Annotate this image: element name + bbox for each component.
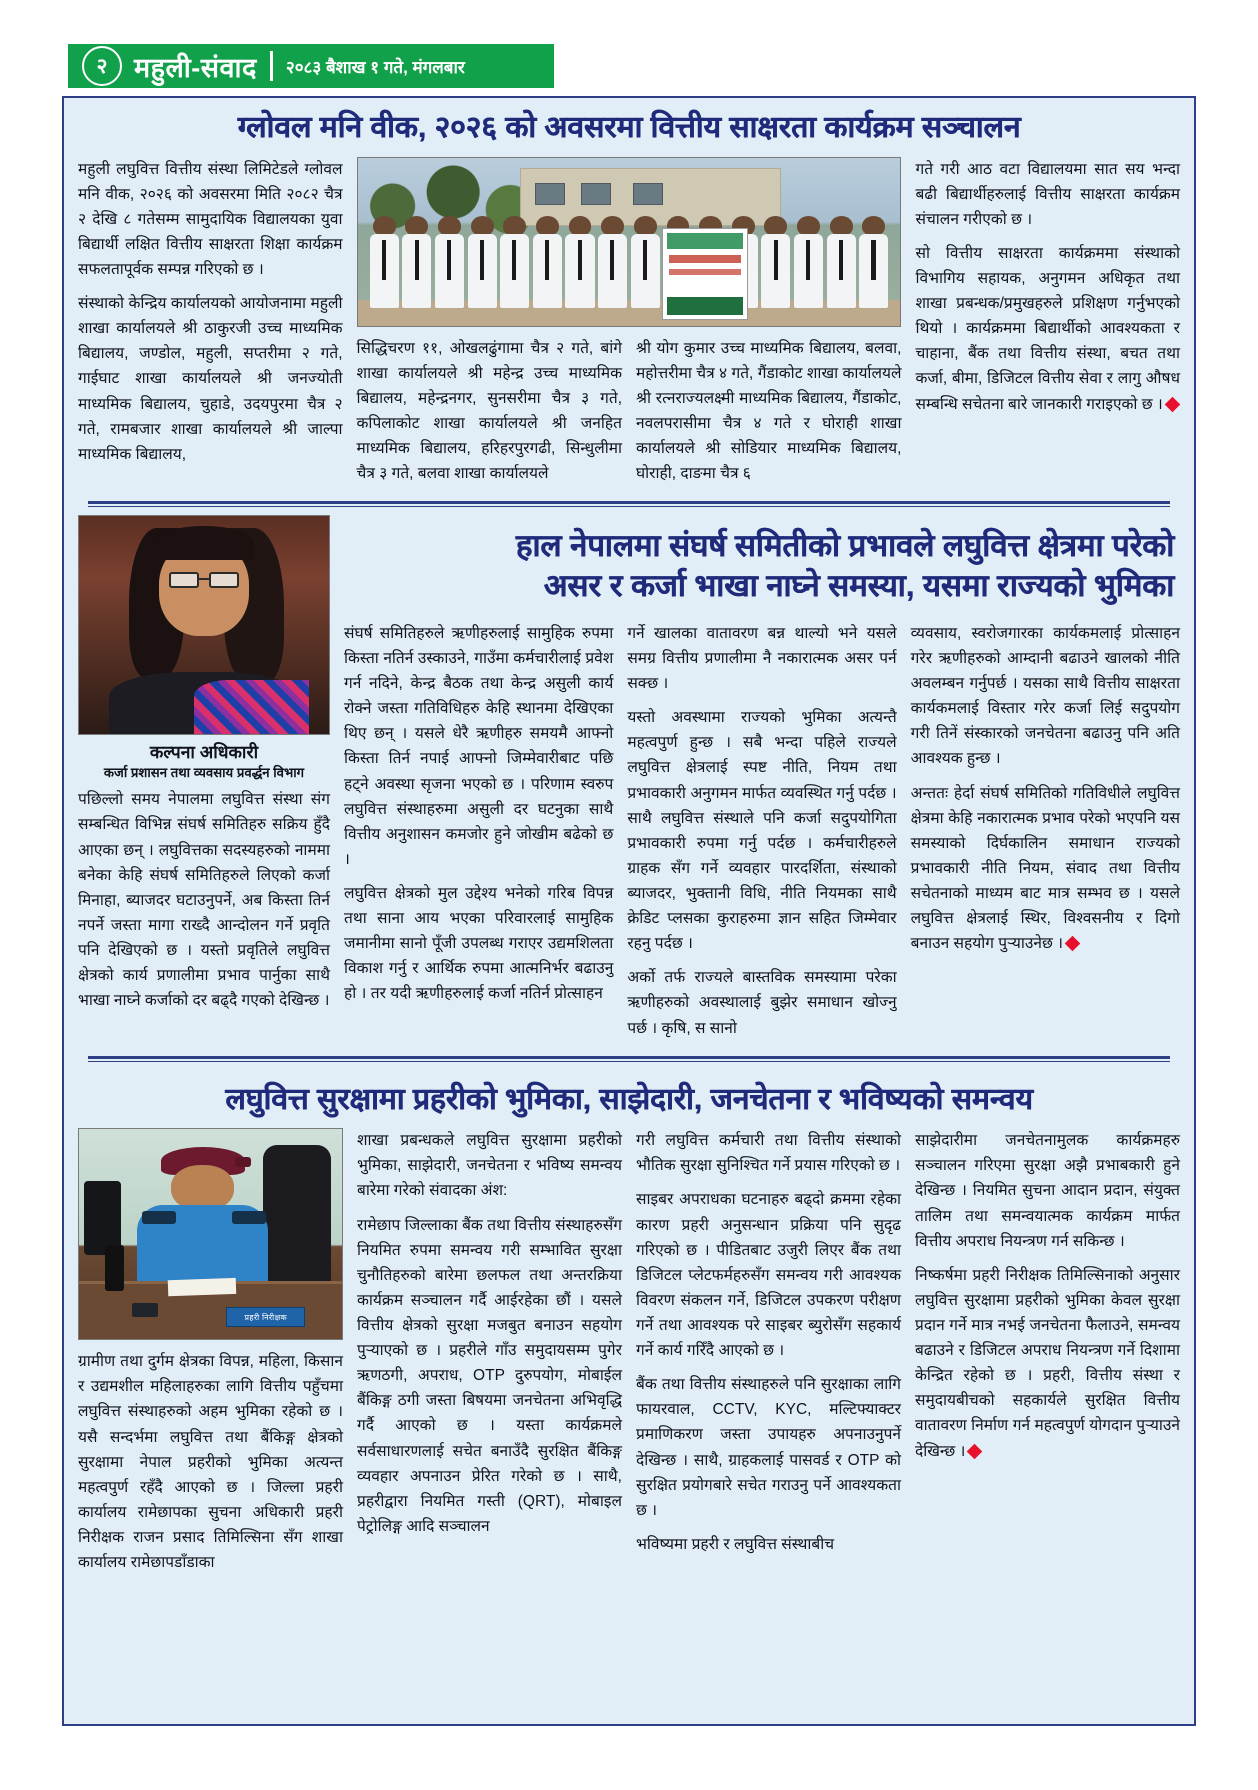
article-global-money-week	[64, 98, 1194, 507]
article-sangharsha-samiti	[64, 515, 1194, 1061]
article2-para: व्यवसाय, स्वरोजगारका कार्यकमलाई प्रोत्साहन गरेर ऋणीहरुको आम्दानी बढाउने खालको नीति अवलम्बन गर्नुपर्छ । यसका साथै वित्तीय साक्षरता कार्यकमलाई विस्तार गरेर कर्जा लिई सदुपयोग गरी तिनें संस्कारको जनचेतना बढाउनु पनि अति आवश्यक हुन्छ ।	[910, 624, 1180, 768]
article3-columns	[78, 1128, 1180, 1584]
article2-para-text: अन्ततः हेर्दा संघर्ष समितिको गतिविधीले लघुवित्त क्षेत्रमा केहि नकारात्मक प्रभाव परेको भएपनि यस समस्याको दिर्घकालिन समाधान राज्यको प्रभावकारी नीति नियम, संवाद तथा वित्तीय सचेतनाको माध्यम बाट मात्र सम्भव छ । यसले लघुवित्त क्षेत्रलाई स्थिर, विश्वसनीय र दिगो बनाउन सहयोग पुऱ्याउनेछ ।	[910, 784, 1180, 953]
article2-para: अर्को तर्फ राज्यले बास्तविक समस्यामा परेका ऋणीहरुको अवस्थालाई बुझेर समाधान खोज्नु पर्छ । कृषि, स सानो	[627, 969, 897, 1037]
article3-para: साइबर अपराधका घटनाहरु बढ्दो क्रममा रहेका कारण प्रहरी अनुसन्धान प्रक्रिया पनि सुदृढ गरिएको छ । पीडितबाट उजुरी लिएर बैंक तथा डिजिटल प्लेटफर्महरुसँग समन्वय गरी आवश्यक विवरण संकलन गर्ने, डिजिटल उपकरण परीक्षण गर्ने तथा आवश्यक परे साइबर ब्युरोसँग सहकार्य गर्ने कार्य गरिँदै आएको छ ।	[636, 1191, 901, 1360]
article2-author-department: कर्जा प्रशासन तथा व्यवसाय प्रवर्द्धन विभाग	[103, 765, 305, 781]
article1-headline: ग्लोवल मनि वीक, २०२६ को अवसरमा वित्तीय साक्षरता कार्यक्रम सञ्चालन	[237, 111, 1021, 144]
masthead-divider	[270, 51, 273, 81]
desk-nameplate: प्रहरी निरीक्षक	[226, 1307, 305, 1327]
article3-para: शाखा प्रबन्धकले लघुवित्त सुरक्षामा प्रहरीको भुमिका, साझेदारी, जनचेतना र भविष्य समन्वय बारेमा गरेको संवादका अंश:	[357, 1132, 622, 1200]
article1-para: महुली लघुवित्त वित्तीय संस्था लिमिटेडले ग्लोवल मनि वीक, २०२६ को अवसरमा मिति २०८२ चैत्र २ देखि ८ गतेसम्म सामुदायिक विद्यालयका युवा बिद्यार्थी लक्षित वित्तीय साक्षरता शिक्षा कार्यक्रम सफलतापूर्वक सम्पन्न गरिएको छ ।	[78, 160, 343, 279]
article1-column-4	[915, 157, 1180, 496]
eyeglasses-icon	[169, 572, 199, 588]
article3-column-3	[636, 1128, 901, 1584]
article1-columns	[78, 157, 1180, 496]
article3-column-1	[78, 1128, 343, 1584]
article2-author-photo	[78, 515, 330, 735]
article3-column-2	[357, 1128, 622, 1584]
article1-column-2	[357, 157, 902, 496]
article2-main	[344, 515, 1180, 1049]
article3-para: गरी लघुवित्त कर्मचारी तथा वित्तीय संस्थाको भौतिक सुरक्षा सुनिश्चित गर्ने प्रयास गरिएको छ ।	[636, 1132, 901, 1175]
article2-para: गर्ने खालका वातावरण बन्न थाल्यो भने यसले समग्र वित्तीय प्रणालीमा नै नकारात्मक असर पर्न सक्छ ।	[627, 624, 897, 693]
mobile-phone-icon	[132, 1303, 158, 1317]
article3-para: ग्रामीण तथा दुर्गम क्षेत्रका विपन्न, महिला, किसान र उद्यमशील महिलाहरुका लागि वित्तीय पहुँचमा लघुवित्त संस्थाहरुको अहम भुमिका रहेको छ । यसै सन्दर्भमा लघुवित्त तथा बैंकिङ्ग क्षेत्रको सुरक्षामा नेपाल प्रहरीको भुमिका अत्यन्त महत्वपुर्ण रहँदै आएको छ । जिल्ला प्रहरी कार्यालय रामेछापका सुचना अधिकारी प्रहरी निरीक्षक राजन प्रसाद तिमिल्सिना सँग शाखा कार्यालय रामेछापडाँडाका	[78, 1353, 343, 1572]
article1-para: सिद्धिचरण ११, ओखलढुंगामा चैत्र २ गते, बांगे शाखा कार्यालयले श्री महेन्द्र उच्च माध्यमिक बिद्यालय, महेन्द्रनगर, सुनसरीमा चैत्र ३ गते, कपिलाकोट शाखा कार्यालयले श्री जनहित माध्यमिक बिद्यालय, हरिहरपुरगढी, सिन्धुलीमा चैत्र ३ गते, बलवा शाखा कार्यालयले	[356, 339, 622, 483]
article1-column-1	[78, 157, 343, 496]
article2-headline-line1: हाल नेपालमा संघर्ष समितीको प्रभावले लघुवित्त क्षेत्रमा परेको	[515, 528, 1174, 564]
article-police-role	[64, 1070, 1194, 1585]
page-number-badge: २	[82, 46, 122, 86]
article3-para: रामेछाप जिल्लाका बैंक तथा वित्तीय संस्थाहरुसँग नियमित रुपमा समन्वय गरी सम्भावित सुरक्षा चुनौतिहरुको बारेमा छलफल तथा अन्तरक्रिया कार्यक्रम सञ्चालन गर्दै आईरहेका छौं । यसले वित्तीय क्षेत्रको सुरक्षा मजबुत बनाउन सहयोग पुऱ्याएको छ । प्रहरीले गाँउ समुदायसम्म पुगेर ऋणठगी, अपराध, OTP दुरुपयोग, मोबाईल बैंकिङ्ग ठगी जस्ता बिषयमा जनचेतना अभिवृद्धि गर्दै आएको छ । यस्ता कार्यक्रमले सर्वसाधारणलाई सचेत बनाउँदै सुरक्षित बैंकिङ्ग व्यवहार अपनाउन प्रेरित गरेको छ । साथै, प्रहरीद्वारा नियमित गस्ती (QRT), मोबाइल पेट्रोलिङ्ग आदि सञ्चालन	[357, 1216, 622, 1535]
article1-para	[915, 241, 1180, 417]
article3-para	[915, 1263, 1180, 1464]
article1-para-text: सो वित्तीय साक्षरता कार्यक्रममा संस्थाको विभागिय सहायक, अनुगमन अधिकृत तथा शाखा प्रबन्धक/प्रमुखहरुले प्रशिक्षण गर्नुभएको थियो । कार्यक्रममा बिद्यार्थीको आवश्यकता र चाहाना, बैंक तथा वित्तीय संस्था, बचत तथा कर्जा, बीमा, डिजिटल वित्तीय सेवा र लागु औषध सम्बन्धि सचेतना बारे जानकारी गराइएको छ ।	[915, 244, 1180, 413]
publication-date: २०८३ बैशाख १ गते, मंगलबार	[285, 57, 465, 77]
article1-column-2a	[357, 336, 622, 496]
article3-police-photo	[78, 1128, 343, 1340]
article3-headline: लघुवित्त सुरक्षामा प्रहरीको भुमिका, साझेदारी, जनचेतना र भविष्यको समन्वय	[225, 1082, 1033, 1116]
radio-handset-icon	[105, 1245, 123, 1291]
article2-headline-line2: असर र कर्जा भाखा नाघ्ने समस्या, यसमा राज्यको भुमिका	[543, 568, 1174, 604]
article3-para: भविष्यमा प्रहरी र लघुवित्त संस्थाबीच	[636, 1535, 835, 1553]
article3-para-text: निष्कर्षमा प्रहरी निरीक्षक तिमिल्सिनाको अनुसार लघुवित्त सुरक्षामा प्रहरीको भुमिका केवल सुरक्षा प्रदान गर्ने मात्र नभई जनचेतना फैलाउने, समन्वय बढाउने र डिजिटल अपराध नियन्त्रण गर्ने दिशामा केन्द्रित रहेको छ । प्रहरी, वित्तीय संस्था र समुदायबीचको सहकार्यले सुरक्षित वित्तीय वातावरण निर्माण गर्न महत्वपुर्ण योगदान पुऱ्याउने देखिन्छ ।	[915, 1266, 1180, 1460]
article2-para: यस्तो अवस्थामा राज्यको भुमिका अत्यन्तै महत्वपुर्ण हुन्छ । सबै भन्दा पहिले राज्यले लघुवित्त क्षेत्रलाई स्पष्ट नीति, नियम तथा प्रभावकारी अनुगमन मार्फत व्यवस्थित गर्नु पर्दछ । साथै लघुवित्त संस्थाले पनि कर्जा सदुपयोगिता प्रभावकारी रुपमा गर्नु पर्दछ । कर्मचारीहरुले ग्राहक सँग गर्ने व्यवहार पारदर्शिता, संस्थाको ब्याजदर, भुक्तानी विधि, नीति नियमका साथै क्रेडिट प्लसका कुराहरुमा ज्ञान सहित जिम्मेवार रहनु पर्दछ ।	[627, 709, 897, 953]
article2-column-4	[911, 621, 1180, 1050]
article1-group-photo	[357, 157, 902, 327]
article3-column-4	[915, 1128, 1180, 1584]
article2-author-block	[78, 515, 330, 1049]
financial-literacy-banner	[662, 228, 748, 320]
article2-author-name: कल्पना अधिकारी	[149, 742, 259, 763]
article2-para	[911, 781, 1180, 957]
end-mark-icon	[967, 1443, 983, 1459]
article1-para: गते गरी आठ वटा विद्यालयमा सात सय भन्दा बढी बिद्यार्थीहरुलाई वित्तीय साक्षरता कार्यक्रम संचालन गरीएको छ ।	[915, 160, 1180, 228]
article3-para: बैंक तथा वित्तीय संस्थाहरुले पनि सुरक्षाका लागि फायरवाल, CCTV, KYC, मल्टिफ्याक्टर प्रमाणिकरण जस्ता उपायहरु अपनाउनुपर्ने देखिन्छ । साथै, ग्राहकलाई पासवर्ड र OTP को सुरक्षित प्रयोगबारे सचेत गराउनु पर्ने आवश्यकता छ ।	[636, 1376, 901, 1519]
article2-para: लघुवित्त क्षेत्रको मुल उद्देश्य भनेको गरिब विपन्न तथा साना आय भएका परिवारलाई सामुहिक जमानीमा सानो पूँजी उपलब्ध गराएर उद्यमशिलता विकाश गर्नु र आर्थिक रुपमा आत्मनिर्भर बढाउनु हो । तर यदी ऋणीहरुलाई कर्जा नतिर्न प्रोत्साहन	[344, 884, 614, 1003]
article2-column-3	[627, 621, 896, 1050]
section-divider-thick	[88, 1056, 1170, 1059]
article1-column-2b	[636, 336, 901, 496]
article2-para: संघर्ष समितिहरुले ऋणीहरुलाई सामुहिक रुपमा किस्ता नतिर्न उस्काउने, गाउँमा कर्मचारीलाई प्रवेश गर्न नदिने, केन्द्र बैठक तथा केन्द्र असुली कार्य रोक्ने जस्ता गतिविधिहरु केहि स्थानमा देखिएका थिए छन् । यसले धेरै ऋणीहरु समयमै आफ्नो किस्ता तिर्न नपाई आफ्नो जिम्मेवारीबाट पछि हट्ने अवस्था सृजना भएको छ । परिणाम स्वरुप लघुवित्त संस्थाहरुमा असुली दर घटनुका साथै वित्तीय अनुशासन कमजोर हुने जोखीम बढेको छ ।	[344, 624, 614, 868]
article1-para: श्री योग कुमार उच्च माध्यमिक बिद्यालय, बलवा, महोत्तरीमा चैत्र ४ गते, गैंडाकोट शाखा कार्यालयले श्री रत्नराज्यलक्ष्मी माध्यमिक बिद्यालय, गैंडाकोट, नवलपरासीमा चैत्र ४ गते र घोराही शाखा कार्यालयले श्री सोडियार माध्यमिक बिद्यालय, घोराही, दाङमा चैत्र ६	[636, 339, 902, 483]
end-mark-icon	[1065, 936, 1081, 952]
article1-para: संस्थाको केन्द्रिय कार्यालयको आयोजनामा महुली शाखा कार्यालयले श्री ठाकुरजी उच्च माध्यमिक बिद्यालय, जण्डोल, महुली, सप्तरीमा २ गते, गाईघाट शाखा कार्यालयले श्री जनज्योती माध्यमिक बिद्यालय, चुहाडे, उदयपुरमा चैत्र २ गते, रामबजार शाखा कार्यालयले श्री जाल्पा माध्यमिक बिद्यालय,	[78, 295, 343, 463]
article2-para: पछिल्लो समय नेपालमा लघुवित्त संस्था संग सम्बन्धित विभिन्न संघर्ष समितिहरु सक्रिय हुँदै आएका छन् । लघुवित्तका सदस्यहरुको नाममा बनेका केहि संघर्ष समितिहरुले लिएको कर्जा मिनाहा, ब्याजदर घटाउनुपर्ने, अब किस्ता तिर्न नपर्ने जस्ता मागा राख्दै आन्दोलन गर्ने प्रवृति पनि देखिएको छ । यस्तो प्रवृतिले लघुवित्त क्षेत्रको कार्य प्रणालीमा प्रभाव पार्नुका साथै भाखा नाघ्ने कर्जाको दर बढ्दै गएको देखिन्छ ।	[78, 791, 330, 1010]
section-divider-thin	[88, 1061, 1170, 1062]
section-divider-thick	[88, 501, 1170, 504]
masthead	[68, 44, 554, 88]
student-row	[368, 190, 889, 308]
article2-column-2	[344, 621, 613, 1050]
publication-title: महुली-संवाद	[134, 52, 257, 83]
section-divider-thin	[88, 506, 1170, 507]
end-mark-icon	[1165, 396, 1181, 412]
page-content-frame	[62, 96, 1196, 1726]
article3-para: साझेदारीमा जनचेतनामुलक कार्यक्रमहरु सञ्चालन गरिएमा सुरक्षा अझै प्रभाबकारी हुने देखिन्छ । नियमित सुचना आदान प्रदान, संयुक्त तालिम तथा समन्वयात्मक कार्यक्रम मार्फत वित्तीय अपराध नियन्त्रण गर्न सकिन्छ ।	[915, 1132, 1180, 1250]
